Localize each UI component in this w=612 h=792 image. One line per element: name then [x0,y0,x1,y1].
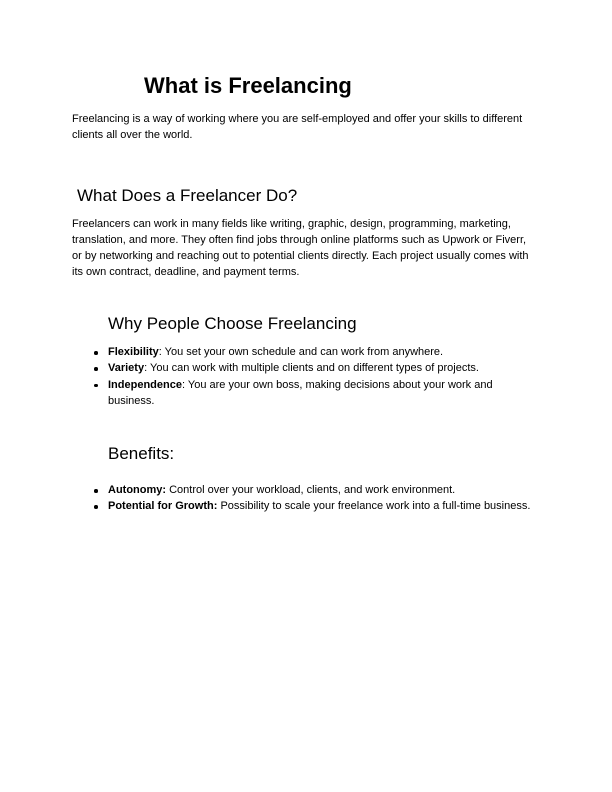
intro-paragraph: Freelancing is a way of working where you are self-employed and offer your skills to different clients all over the world. [72,113,523,141]
list-item [108,344,533,360]
list-item-term: Variety [108,362,145,375]
page-title: What is Freelancing [144,73,352,98]
list-item [108,482,533,498]
list-item-text: Possibility to scale your freelance work into a full-time business. [217,500,531,513]
section-heading-benefits: Benefits: [108,444,175,463]
list-item-term: Potential for Growth: [108,500,218,513]
list-item-text: Control over your workload, clients, and work environment. [166,484,456,496]
list-item [108,377,533,410]
benefits-list [108,482,533,515]
list-item-term: Autonomy: [108,484,167,496]
list-item-text: : You are your own boss, making decisions about your work and business. [108,378,493,407]
section-heading-what-does: What Does a Freelancer Do? [77,186,298,205]
list-item-text: : You can work with multiple clients and on different types of projects. [144,362,479,375]
list-item-text: : You set your own schedule and can work from anywhere. [158,346,444,358]
list-item-term: Flexibility [108,346,159,358]
list-item [108,498,533,514]
list-item-term: Independence [108,378,182,391]
why-list [108,344,533,409]
section-paragraph-what-does: Freelancers can work in many fields like writing, graphic, design, programming, marketing, translation, and more. They often find jobs through online platforms such as Upwork or Fiverr, or by networking and reaching out to potential clients directly. Each project usually comes with its own contract, deadline, and payment terms. [72,218,529,278]
list-item [108,360,533,376]
section-heading-why: Why People Choose Freelancing [108,314,357,333]
